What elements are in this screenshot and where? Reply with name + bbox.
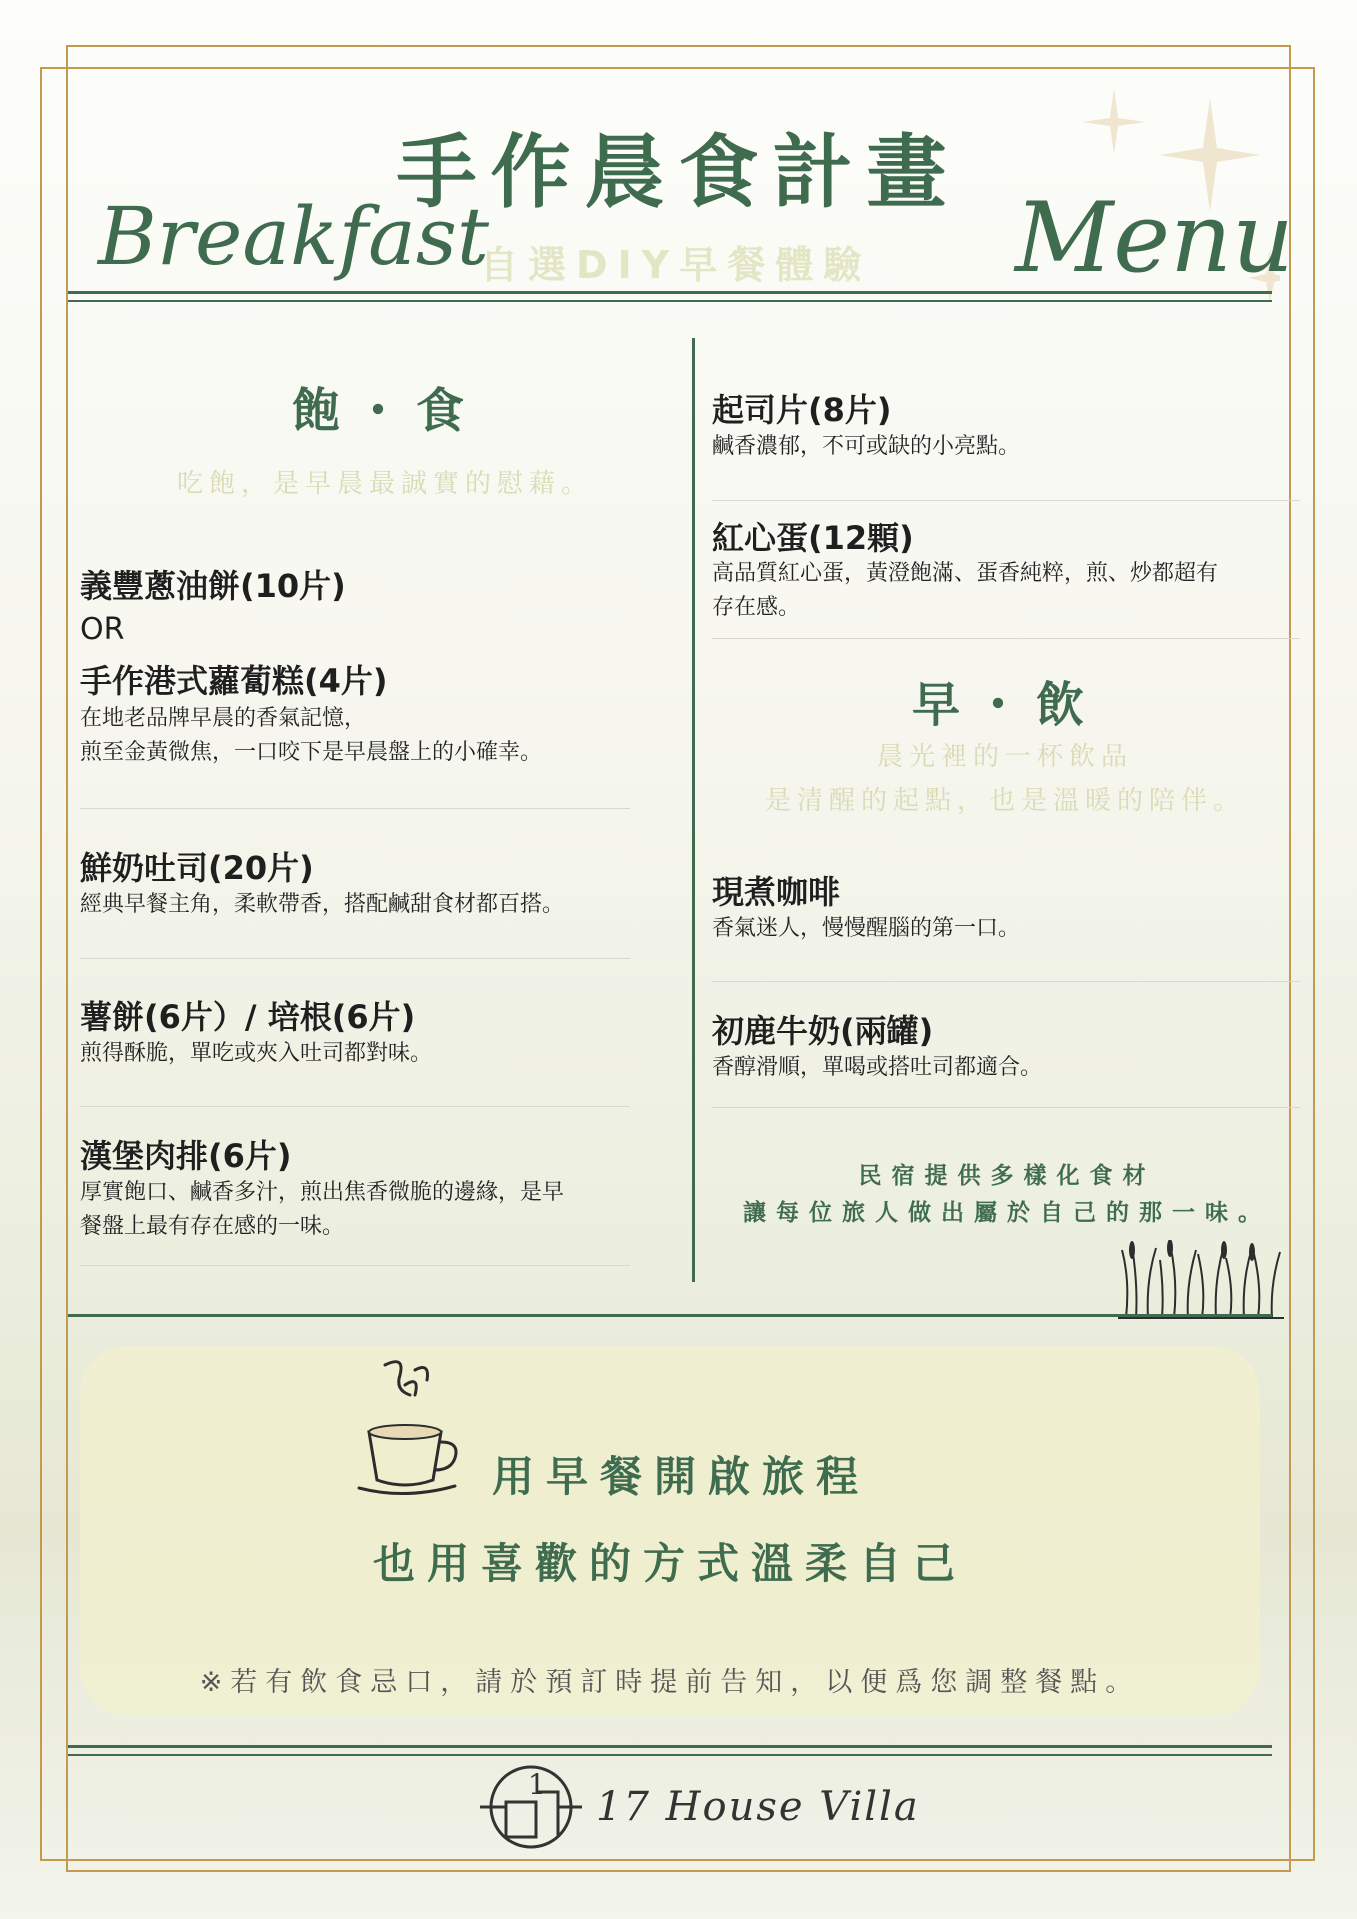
drinks-tagline: 是清醒的起點，也是溫暖的陪伴。 [764,786,1245,816]
item-desc: 經典早餐主角，柔軟帶香，搭配鹹甜食材都百搭。 [80,892,565,917]
drinks-section-title: 早・飲 [911,677,1098,733]
drinks-tagline: 晨光裡的一杯飲品 [876,742,1133,772]
item-desc: 香醇滑順，單喝或搭吐司都適合。 [712,1055,1043,1080]
item-desc: 煎得酥脆，單吃或夾入吐司都對味。 [80,1041,433,1066]
brand-name: 17 House Villa [596,1784,920,1830]
ingredients-note: 讓每位旅人做出屬於自己的那一味。 [743,1199,1271,1226]
item-desc: 鹹香濃郁，不可或缺的小亮點。 [712,434,1021,459]
header-divider [68,291,1272,294]
header-divider-thin [68,300,1272,302]
slogan-line-1: 用早餐開啟旅程 [492,1452,871,1501]
item-desc: 高品質紅心蛋，黃澄飽滿、蛋香純粹，煎、炒都超有 [712,561,1219,586]
item-cheese-slice: 起司片(8片) [712,391,892,429]
footer-divider-thin [68,1754,1272,1756]
food-section-tagline: 吃飽，是早晨最誠實的慰藉。 [176,469,593,499]
item-milk-toast: 鮮奶吐司(20片) [80,849,314,887]
item-desc: 煎至金黃微焦，一口咬下是早晨盤上的小確幸。 [80,740,543,765]
dietary-footnote: ※若有飲食忌口，請於預訂時提前告知，以便爲您調整餐點。 [199,1667,1141,1698]
item-separator [80,1106,630,1107]
item-separator [712,1107,1300,1108]
page-title: 手作晨食計畫 [396,125,961,219]
breakfast-script: Breakfast [98,190,490,283]
item-desc: 存在感。 [712,595,801,620]
item-separator [712,500,1300,501]
house-logo-icon [476,1762,586,1852]
item-separator [80,1265,630,1266]
item-desc: 香氣迷人，慢慢醒腦的第一口。 [712,916,1021,941]
item-turnip-cake: 手作港式蘿蔔糕(4片) [80,662,388,700]
column-divider [692,338,695,1282]
item-desc: 餐盤上最有存在感的一味。 [80,1214,345,1239]
item-scallion-pancake: 義豐蔥油餅(10片) [80,567,346,605]
footer-divider [68,1745,1272,1748]
item-separator [712,981,1300,982]
food-section-title: 飽・食 [291,383,478,439]
slogan-line-2: 也用喜歡的方式溫柔自己 [372,1539,967,1588]
grass-icon [1118,1240,1284,1320]
subtitle: 自選DIY早餐體驗 [480,243,872,287]
item-milk: 初鹿牛奶(兩罐) [712,1012,934,1050]
item-separator [712,638,1300,639]
item-coffee: 現煮咖啡 [712,873,841,911]
item-burger-patty: 漢堡肉排(6片) [80,1137,292,1175]
item-eggs: 紅心蛋(12顆) [712,519,914,557]
section-divider [68,1314,1272,1317]
item-separator [80,958,630,959]
item-desc: 在地老品牌早晨的香氣記憶， [80,706,367,731]
item-separator [80,808,630,809]
logo-number: 1 [528,1768,546,1801]
menu-script: Menu [1015,182,1294,294]
item-hashbrown-bacon: 薯餅(6片）/ 培根(6片) [80,998,416,1036]
item-or-label: OR [80,612,125,647]
coffee-cup-icon [355,1350,465,1500]
ingredients-note: 民宿提供多樣化食材 [858,1162,1156,1189]
item-desc: 厚實飽口、鹹香多汁，煎出焦香微脆的邊緣，是早 [80,1180,565,1205]
